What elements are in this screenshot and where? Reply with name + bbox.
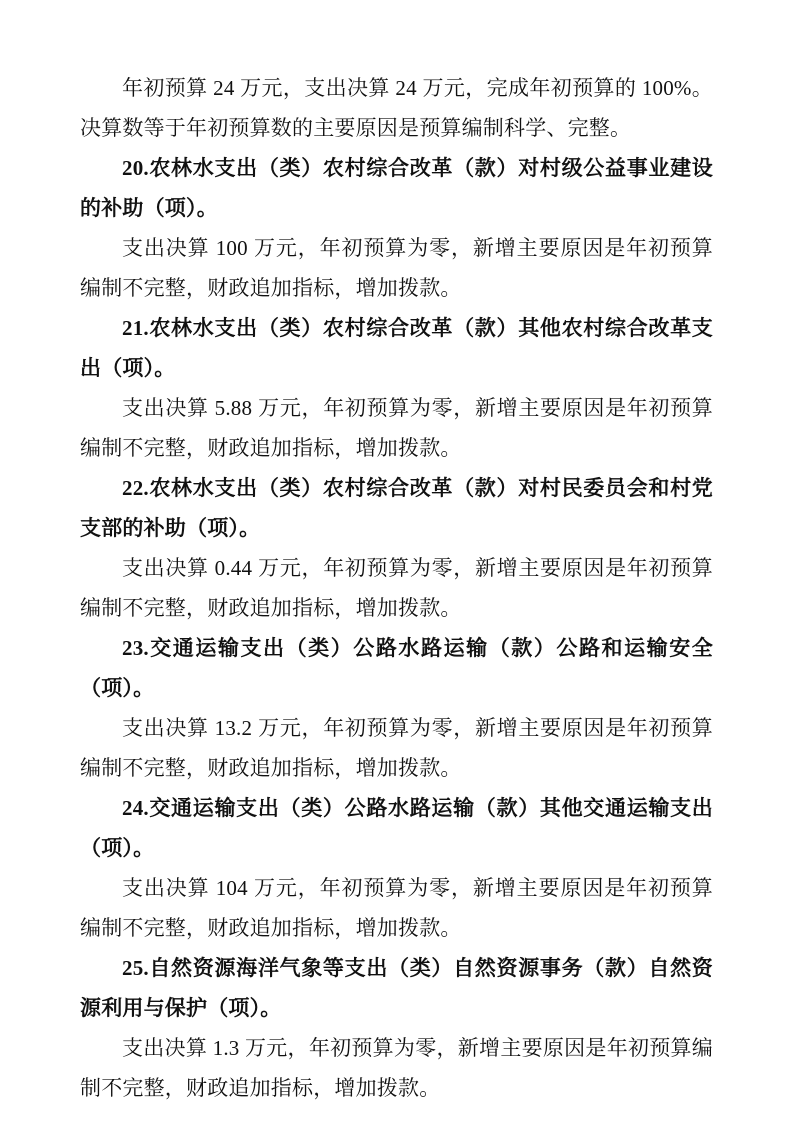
para-item-23-detail: 支出决算 13.2 万元，年初预算为零，新增主要原因是年初预算编制不完整，财政追加指标，增加拨款。: [80, 716, 713, 780]
para-item-21-detail: 支出决算 5.88 万元，年初预算为零，新增主要原因是年初预算编制不完整，财政追加指标，增加拨款。: [80, 396, 713, 460]
para-item-24-detail: 支出决算 104 万元，年初预算为零，新增主要原因是年初预算编制不完整，财政追加指标，增加拨款。: [80, 876, 713, 940]
document-body: [80, 68, 713, 1108]
heading-item-20: 20.农林水支出（类）农村综合改革（款）对村级公益事业建设的补助（项）。: [80, 156, 713, 220]
para-item-25-detail: 支出决算 1.3 万元，年初预算为零，新增主要原因是年初预算编制不完整，财政追加指标，增加拨款。: [80, 1036, 713, 1100]
heading-item-23: 23.交通运输支出（类）公路水路运输（款）公路和运输安全（项）。: [80, 636, 713, 700]
heading-item-24: 24.交通运输支出（类）公路水路运输（款）其他交通运输支出（项）。: [80, 796, 713, 860]
para-prev-item-budget-conclusion: 年初预算 24 万元，支出决算 24 万元，完成年初预算的 100%。决算数等于年初预算数的主要原因是预算编制科学、完整。: [80, 76, 713, 140]
heading-item-25: 25.自然资源海洋气象等支出（类）自然资源事务（款）自然资源利用与保护（项）。: [80, 956, 713, 1020]
heading-item-22: 22.农林水支出（类）农村综合改革（款）对村民委员会和村党支部的补助（项）。: [80, 476, 713, 540]
para-item-20-detail: 支出决算 100 万元，年初预算为零，新增主要原因是年初预算编制不完整，财政追加指标，增加拨款。: [80, 236, 713, 300]
para-item-22-detail: 支出决算 0.44 万元，年初预算为零，新增主要原因是年初预算编制不完整，财政追加指标，增加拨款。: [80, 556, 713, 620]
heading-item-21: 21.农林水支出（类）农村综合改革（款）其他农村综合改革支出（项）。: [80, 316, 713, 380]
